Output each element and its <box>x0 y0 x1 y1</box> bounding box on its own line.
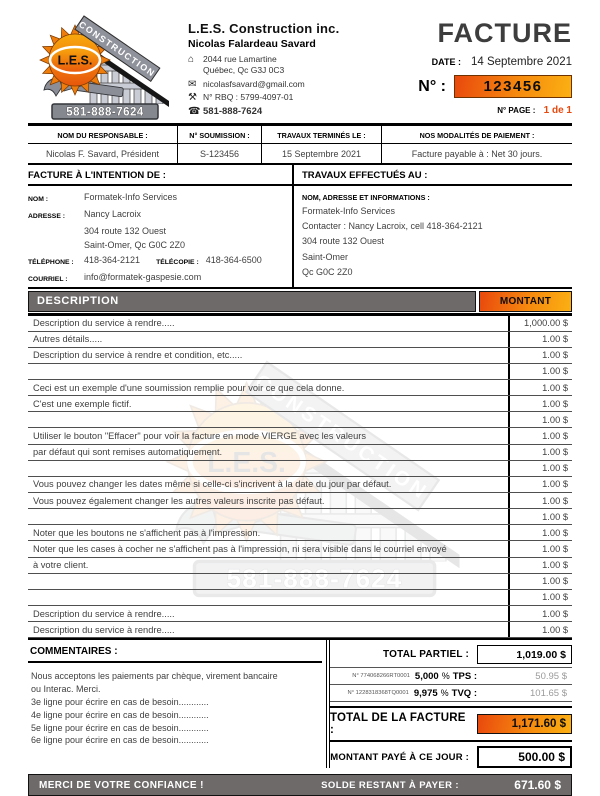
client-address-line[interactable]: 304 route 132 Ouest <box>84 225 167 236</box>
column-header: N° SOUMISSION : <box>178 126 262 144</box>
item-amount-cell[interactable]: 1.00 $ <box>508 574 572 589</box>
responsible-name[interactable]: Nicolas F. Savard, Président <box>28 144 178 163</box>
client-phone[interactable]: 418-364-2121 <box>84 254 141 265</box>
totals-divider <box>330 740 572 742</box>
grand-total-row <box>330 712 572 736</box>
item-amount-cell[interactable]: 1.00 $ <box>508 461 572 476</box>
item-amount-cell[interactable]: 1.00 $ <box>508 622 572 637</box>
table-row[interactable] <box>28 509 572 525</box>
work-site-line[interactable]: Contacter : Nancy Lacroix, cell 418-364-2121 <box>302 220 483 231</box>
item-description-cell[interactable] <box>28 509 508 524</box>
rbq-text: N° RBQ : 5799-4097-01 <box>203 92 294 102</box>
tools-icon: ⚒ <box>188 92 197 103</box>
comments-block <box>28 640 322 768</box>
owner-name: Nicolas Falardeau Savard <box>188 38 316 50</box>
address-line1: 2044 rue Lamartine <box>203 54 277 64</box>
item-description-cell[interactable]: Noter que les cases à cocher ne s'affichent pas à l'impression, ni sera visible dans le courriel envoyé <box>33 544 447 555</box>
comment-line[interactable]: ou Interac. Merci. <box>31 684 101 695</box>
item-description-cell[interactable]: Vous pouvez également changer les autres valeurs inscrite pas défaut. <box>33 495 325 506</box>
grand-total-amount: 1,171.60 $ <box>477 714 572 734</box>
item-description-cell[interactable] <box>28 590 508 605</box>
table-row[interactable] <box>28 364 572 380</box>
table-row[interactable] <box>28 590 572 606</box>
item-amount-cell[interactable]: 1.00 $ <box>508 364 572 379</box>
client-name[interactable]: Formatek-Info Services <box>84 191 178 202</box>
column-header: TRAVAUX TERMINÉS LE : <box>262 126 382 144</box>
comments-lines <box>28 670 322 747</box>
item-amount-cell[interactable]: 1.00 $ <box>508 493 572 508</box>
item-amount-cell[interactable]: 1.00 $ <box>508 590 572 605</box>
company-address <box>188 54 394 76</box>
amount-column-header: MONTANT <box>479 291 572 312</box>
item-amount-cell[interactable]: 1.00 $ <box>508 509 572 524</box>
header <box>28 8 572 122</box>
comment-line[interactable]: 5e ligne pour écrire en cas de besoin............ <box>31 722 209 733</box>
totals-block <box>326 640 572 768</box>
page-title: FACTURE <box>437 18 572 48</box>
mail-icon: ✉ <box>188 78 197 90</box>
invoice-head <box>394 8 572 122</box>
tps-registration-number: N° 774068266RT0001 <box>352 673 410 680</box>
balance-due-amount: 671.60 $ <box>514 778 561 793</box>
table-row[interactable] <box>28 606 572 622</box>
table-row[interactable] <box>28 558 572 574</box>
tps-row <box>330 668 572 685</box>
work-finished-date[interactable]: 15 Septembre 2021 <box>262 144 382 163</box>
item-amount-cell[interactable]: 1.00 $ <box>508 477 572 492</box>
item-amount-cell[interactable]: 1.00 $ <box>508 380 572 395</box>
table-row[interactable] <box>28 574 572 590</box>
item-description-cell[interactable] <box>28 412 508 427</box>
item-description-cell[interactable]: C'est une exemple fictif. <box>33 398 132 409</box>
description-column-header: DESCRIPTION <box>28 291 476 312</box>
parties-section <box>28 165 572 289</box>
table-row[interactable] <box>28 493 572 509</box>
item-amount-cell[interactable]: 1.00 $ <box>508 445 572 460</box>
work-site-lines <box>302 204 572 281</box>
fax-label: TÉLÉCOPIE : <box>156 259 199 266</box>
balance-due-label: SOLDE RESTANT À PAYER : <box>321 779 459 791</box>
table-row[interactable] <box>28 622 572 638</box>
company-info <box>188 8 394 122</box>
item-amount-cell[interactable]: 1.00 $ <box>508 525 572 540</box>
item-description-cell[interactable]: Description du service à rendre..... <box>33 624 175 635</box>
email-label: COURRIEL : <box>28 276 68 283</box>
amount-paid-label: MONTANT PAYÉ À CE JOUR : <box>330 751 469 763</box>
address-label: ADRESSE : <box>28 213 66 220</box>
company-phone <box>188 106 394 117</box>
company-email <box>188 79 394 90</box>
comment-line[interactable]: Nous acceptons les paiements par chèque, virement bancaire <box>31 671 278 682</box>
work-site-title: TRAVAUX EFFECTUÉS AU : <box>294 165 572 186</box>
item-amount-cell[interactable]: 1.00 $ <box>508 558 572 573</box>
item-amount-cell[interactable]: 1.00 $ <box>508 606 572 621</box>
table-row[interactable] <box>28 332 572 348</box>
page-number: 1 de 1 <box>543 105 572 116</box>
work-site-line[interactable]: 304 route 132 Ouest <box>302 236 385 247</box>
footer-bar <box>28 774 572 796</box>
company-rbq <box>188 92 394 103</box>
client-address-line[interactable]: Nancy Lacroix <box>84 208 142 219</box>
tvq-percent-sign: % <box>440 688 449 699</box>
column-header: NOM DU RESPONSABLE : <box>28 126 178 144</box>
comments-title: COMMENTAIRES : <box>28 643 322 663</box>
subtotal-label: TOTAL PARTIEL : <box>383 649 469 661</box>
table-row[interactable] <box>28 380 572 396</box>
grand-total-label: TOTAL DE LA FACTURE : <box>330 712 466 737</box>
table-row[interactable] <box>28 428 572 444</box>
tps-percent-sign: % <box>441 671 450 682</box>
bill-to-title: FACTURE À L'INTENTION DE : <box>28 165 292 186</box>
item-description-cell[interactable] <box>28 364 508 379</box>
item-amount-cell[interactable]: 1.00 $ <box>508 348 572 363</box>
item-description-cell[interactable]: Ceci est un exemple d'une soumission remplie pour voir ce que cela donne. <box>33 382 345 393</box>
table-row[interactable] <box>28 396 572 412</box>
invoice-number-label: N° : <box>418 77 446 95</box>
page-number-label: N° PAGE : <box>497 106 536 115</box>
table-row[interactable] <box>28 541 572 557</box>
payment-terms[interactable]: Facture payable à : Net 30 jours. <box>411 148 543 159</box>
work-site-line[interactable]: Formatek-Info Services <box>302 205 396 216</box>
les-construction-logo <box>28 8 178 121</box>
bill-to-block <box>28 165 292 287</box>
items-header <box>28 291 572 312</box>
table-row[interactable] <box>28 525 572 541</box>
tps-label: TPS : <box>452 670 477 682</box>
comment-line[interactable]: 4e ligne pour écrire en cas de besoin............ <box>31 709 209 720</box>
item-description-cell[interactable]: Vous pouvez changer les dates même si celle-ci s'incrivent à la date du jour par défaut. <box>33 479 392 490</box>
tvq-rate[interactable]: 9,975 <box>413 687 438 699</box>
tvq-amount: 101.65 $ <box>530 687 567 699</box>
item-amount-cell[interactable]: 1.00 $ <box>508 541 572 556</box>
item-description-cell[interactable]: Description du service à rendre..... <box>33 608 175 619</box>
company-name: L.E.S. Construction inc. <box>188 21 340 36</box>
company-logo <box>28 8 178 122</box>
item-description-cell[interactable]: Utiliser le bouton "Effacer" pour voir la facture en mode VIERGE avec les valeurs <box>33 431 367 442</box>
subtotal-row <box>330 643 572 668</box>
phone-label: TÉLÉPHONE : <box>28 259 74 266</box>
submission-number[interactable]: S-123456 <box>178 144 262 163</box>
subtotal-amount: 1,019.00 $ <box>477 645 572 664</box>
bottom-section <box>28 638 572 768</box>
invoice-date[interactable]: 14 Septembre 2021 <box>470 56 572 68</box>
table-row[interactable] <box>28 477 572 493</box>
item-description-cell[interactable] <box>28 461 508 476</box>
line-items-table <box>28 316 572 639</box>
item-description-cell[interactable]: Autres détails..... <box>33 334 103 345</box>
tvq-registration-number: N° 1228318368TQ0001 <box>347 690 409 697</box>
work-site-block <box>292 165 572 287</box>
comment-line[interactable]: 3e ligne pour écrire en cas de besoin............ <box>31 696 209 707</box>
amount-paid-field[interactable]: 500.00 $ <box>477 746 572 768</box>
name-label: NOM : <box>28 196 49 203</box>
client-email[interactable]: info@formatek-gaspesie.com <box>84 271 202 282</box>
tvq-label: TVQ : <box>451 687 477 699</box>
phone-text: 581-888-7624 <box>203 105 263 117</box>
item-amount-cell[interactable]: 1.00 $ <box>508 396 572 411</box>
item-description-cell[interactable] <box>28 574 508 589</box>
column-header: NOS MODALITÉS DE PAIEMENT : <box>382 126 572 144</box>
table-row[interactable] <box>28 461 572 477</box>
table-row[interactable] <box>28 412 572 428</box>
line-items <box>28 316 572 639</box>
amount-paid-row <box>330 746 572 768</box>
phone-icon: ☎ <box>188 105 201 117</box>
address-line2: Québec, Qc G3J 0C3 <box>203 65 285 75</box>
item-description-cell[interactable]: à votre client. <box>33 560 89 571</box>
item-description-cell[interactable]: Description du service à rendre..... <box>33 318 175 329</box>
item-amount-cell[interactable]: 1.00 $ <box>508 412 572 427</box>
table-row[interactable] <box>28 445 572 461</box>
item-description-cell[interactable]: Description du service à rendre et condition, etc..... <box>33 350 243 361</box>
tps-amount: 50.95 $ <box>535 670 567 682</box>
email-text: nicolasfsavard@gmail.com <box>203 78 305 89</box>
home-icon: ⌂ <box>188 54 195 65</box>
table-row[interactable] <box>28 348 572 364</box>
comment-line[interactable]: 6e ligne pour écrire en cas de besoin............ <box>31 735 209 746</box>
item-description-cell[interactable]: par défaut qui sont remises automatiquement. <box>33 447 223 458</box>
work-site-line[interactable]: Saint-Omer <box>302 251 349 262</box>
work-site-line[interactable]: Qc G0C 2Z0 <box>302 267 353 278</box>
tps-rate[interactable]: 5,000 <box>414 670 439 682</box>
work-site-header: NOM, ADRESSE ET INFORMATIONS : <box>302 192 430 202</box>
item-description-cell[interactable]: Noter que les boutons ne s'affichent pas à l'impression. <box>33 527 261 538</box>
table-row[interactable] <box>28 316 572 332</box>
client-address-line[interactable]: Saint-Omer, Qc G0C 2Z0 <box>84 240 186 250</box>
totals-divider <box>330 706 572 708</box>
responsible-table <box>28 126 572 165</box>
client-fax[interactable]: 418-364-6500 <box>205 254 262 265</box>
tvq-row <box>330 685 572 702</box>
item-amount-cell[interactable]: 1.00 $ <box>508 428 572 443</box>
item-amount-cell[interactable]: 1.00 $ <box>508 332 572 347</box>
item-amount-cell[interactable]: 1,000.00 $ <box>508 316 572 331</box>
invoice-number-field[interactable]: 123456 <box>454 75 572 98</box>
date-label: DATE : <box>431 57 461 67</box>
thanks-message: MERCI DE VOTRE CONFIANCE ! <box>39 779 204 791</box>
